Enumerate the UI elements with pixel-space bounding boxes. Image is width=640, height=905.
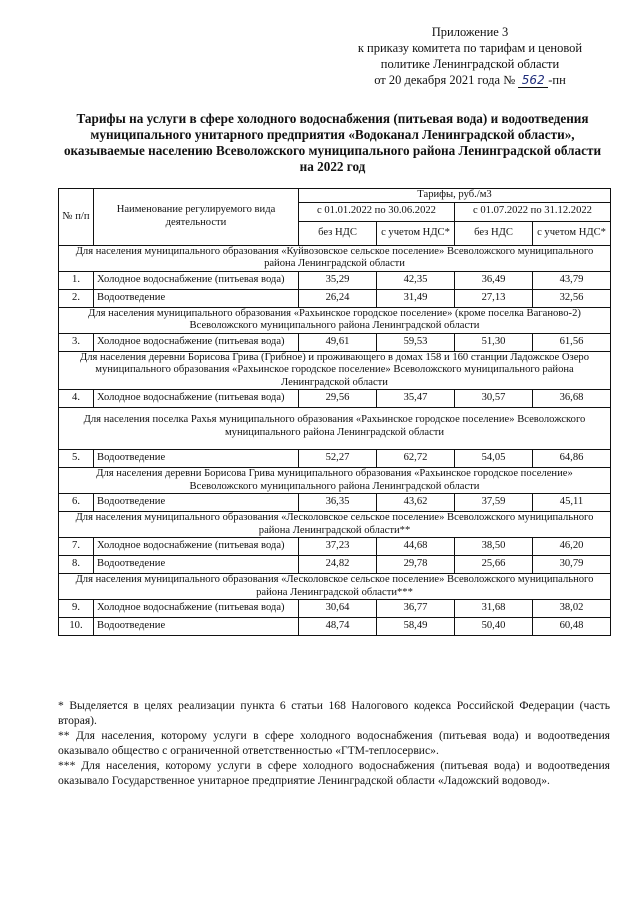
tariff-row	[59, 333, 611, 351]
tariff-p1-with-vat: 43,62	[377, 494, 455, 512]
tariff-p1-with-vat: 31,49	[377, 289, 455, 307]
header-p2-with-vat: с учетом НДС*	[533, 221, 611, 245]
tariff-p2-with-vat: 61,56	[533, 333, 611, 351]
row-number: 4.	[59, 390, 94, 408]
tariff-p2-with-vat: 60,48	[533, 618, 611, 636]
order-date-line	[335, 72, 605, 88]
tariff-row	[59, 450, 611, 468]
tariff-p1-no-vat: 29,56	[299, 390, 377, 408]
tariff-p1-no-vat: 35,29	[299, 271, 377, 289]
title-line-4: на 2022 год	[299, 159, 366, 174]
section-heading: Для населения муниципального образования «Рахьинское городское поселение» (кроме поселка Ваганово-2) Всеволожского муниципального района Ленинградской области	[59, 307, 611, 333]
tariff-row	[59, 390, 611, 408]
row-activity-name: Холодное водоснабжение (питьевая вода)	[94, 271, 299, 289]
row-number: 9.	[59, 600, 94, 618]
tariff-p1-no-vat: 49,61	[299, 333, 377, 351]
tariff-p1-no-vat: 26,24	[299, 289, 377, 307]
tariff-p1-with-vat: 29,78	[377, 556, 455, 574]
tariff-p2-with-vat: 38,02	[533, 600, 611, 618]
tariff-p2-no-vat: 51,30	[455, 333, 533, 351]
tariff-p1-with-vat: 59,53	[377, 333, 455, 351]
tariff-row	[59, 618, 611, 636]
tariff-row	[59, 538, 611, 556]
section-heading: Для населения муниципального образования «Лесколовское сельское поселение» Всеволожского муниципального района Ленинградской области**	[59, 512, 611, 538]
row-activity-name: Водоотведение	[94, 289, 299, 307]
tariff-p1-no-vat: 48,74	[299, 618, 377, 636]
row-activity-name: Холодное водоснабжение (питьевая вода)	[94, 538, 299, 556]
tariff-row	[59, 494, 611, 512]
section-heading: Для населения муниципального образования «Лесколовское сельское поселение» Всеволожского муниципального района Ленинградской области***	[59, 574, 611, 600]
row-number: 2.	[59, 289, 94, 307]
section-heading: Для населения поселка Рахья муниципального образования «Рахьинское городское поселение» Всеволожского муниципального района Ленинградской области	[59, 408, 611, 450]
tariff-p1-with-vat: 42,35	[377, 271, 455, 289]
tariff-p1-with-vat: 35,47	[377, 390, 455, 408]
tariff-p1-no-vat: 30,64	[299, 600, 377, 618]
row-activity-name: Холодное водоснабжение (питьевая вода)	[94, 333, 299, 351]
section-heading-row	[59, 307, 611, 333]
tariffs-body	[59, 245, 611, 636]
title-line-2: муниципального унитарного предприятия «Водоканал Ленинградской области»,	[90, 127, 575, 142]
tariff-p2-with-vat: 46,20	[533, 538, 611, 556]
tariff-p1-no-vat: 24,82	[299, 556, 377, 574]
row-number: 1.	[59, 271, 94, 289]
row-activity-name: Водоотведение	[94, 450, 299, 468]
section-heading: Для населения муниципального образования «Куйвозовское сельское поселение» Всеволожского муниципального района Ленинградской области	[59, 245, 611, 271]
section-heading-row	[59, 574, 611, 600]
footnote-3: *** Для населения, которому услуги в сфере холодного водоснабжения (питьевая вода) и водоотведения оказывало Государственное унитарное предприятие Ленинградской области «Ладожский водовод».	[58, 759, 610, 787]
section-heading-row	[59, 468, 611, 494]
section-heading: Для населения деревни Борисова Грива (Грибное) и проживающего в домах 158 и 160 станции Ладожское Озеро муниципального образования «Рахьинское городское поселение» Всеволожского муниципального района Ленинградской области	[59, 351, 611, 390]
section-heading-row	[59, 351, 611, 390]
title-line-1: Тарифы на услуги в сфере холодного водоснабжения (питьевая вода) и водоотведения	[76, 111, 589, 126]
section-heading-row	[59, 408, 611, 450]
row-activity-name: Водоотведение	[94, 494, 299, 512]
row-number: 10.	[59, 618, 94, 636]
order-number-handwritten: 562	[518, 74, 548, 88]
section-heading: Для населения деревни Борисова Грива муниципального образования «Рахьинское городское поселение» Всеволожского муниципального района Ленинградской области	[59, 468, 611, 494]
tariff-p2-with-vat: 43,79	[533, 271, 611, 289]
row-activity-name: Водоотведение	[94, 556, 299, 574]
header-p2-no-vat: без НДС	[455, 221, 533, 245]
header-p1-with-vat: с учетом НДС*	[377, 221, 455, 245]
tariff-p2-with-vat: 30,79	[533, 556, 611, 574]
tariff-p1-no-vat: 37,23	[299, 538, 377, 556]
order-date-suffix: -пн	[548, 73, 566, 87]
header-tariffs: Тарифы, руб./м3	[299, 189, 611, 203]
row-number: 6.	[59, 494, 94, 512]
tariff-p2-no-vat: 25,66	[455, 556, 533, 574]
row-number: 7.	[59, 538, 94, 556]
header-number: № п/п	[59, 189, 94, 246]
tariff-row	[59, 600, 611, 618]
order-reference-line1: к приказу комитета по тарифам и ценовой	[357, 41, 583, 55]
tariff-p2-with-vat: 45,11	[533, 494, 611, 512]
order-reference-line2: политике Ленинградской области	[380, 57, 560, 71]
section-heading-row	[59, 245, 611, 271]
tariff-p2-with-vat: 32,56	[533, 289, 611, 307]
tariff-p2-no-vat: 31,68	[455, 600, 533, 618]
tariff-p2-no-vat: 30,57	[455, 390, 533, 408]
header-p1-no-vat: без НДС	[299, 221, 377, 245]
document-title	[55, 111, 610, 175]
footnote-1: * Выделяется в целях реализации пункта 6 статьи 168 Налогового кодекса Российской Федерации (часть вторая).	[58, 699, 610, 727]
tariff-p1-with-vat: 44,68	[377, 538, 455, 556]
row-activity-name: Холодное водоснабжение (питьевая вода)	[94, 390, 299, 408]
tariff-p2-no-vat: 37,59	[455, 494, 533, 512]
tariff-p2-no-vat: 27,13	[455, 289, 533, 307]
footnote-2: ** Для населения, которому услуги в сфере холодного водоснабжения (питьевая вода) и водоотведения оказывало общество с ограниченной ответственностью «ГТМ-теплосервис».	[58, 729, 610, 757]
header-period-2: с 01.07.2022 по 31.12.2022	[455, 202, 611, 221]
tariff-p2-no-vat: 38,50	[455, 538, 533, 556]
tariff-row	[59, 271, 611, 289]
row-activity-name: Водоотведение	[94, 618, 299, 636]
tariff-p2-no-vat: 54,05	[455, 450, 533, 468]
section-heading-row	[59, 512, 611, 538]
tariff-p2-no-vat: 36,49	[455, 271, 533, 289]
tariff-row	[59, 289, 611, 307]
tariff-row	[59, 556, 611, 574]
tariff-p1-no-vat: 52,27	[299, 450, 377, 468]
tariff-p1-no-vat: 36,35	[299, 494, 377, 512]
appendix-header	[335, 24, 605, 88]
footnotes	[58, 698, 610, 788]
tariff-p1-with-vat: 36,77	[377, 600, 455, 618]
tariff-p2-with-vat: 64,86	[533, 450, 611, 468]
tariff-p1-with-vat: 62,72	[377, 450, 455, 468]
title-line-3: оказываемые населению Всеволожского муниципального района Ленинградской области	[63, 143, 602, 158]
header-activity-name: Наименование регулируемого вида деятельности	[94, 189, 299, 246]
row-number: 8.	[59, 556, 94, 574]
order-date-prefix: от 20 декабря 2021 года №	[374, 73, 516, 87]
row-activity-name: Холодное водоснабжение (питьевая вода)	[94, 600, 299, 618]
tariff-p1-with-vat: 58,49	[377, 618, 455, 636]
tariffs-table	[58, 188, 611, 636]
row-number: 5.	[59, 450, 94, 468]
header-period-1: с 01.01.2022 по 30.06.2022	[299, 202, 455, 221]
tariff-p2-with-vat: 36,68	[533, 390, 611, 408]
appendix-label: Приложение 3	[431, 25, 509, 39]
row-number: 3.	[59, 333, 94, 351]
tariff-p2-no-vat: 50,40	[455, 618, 533, 636]
